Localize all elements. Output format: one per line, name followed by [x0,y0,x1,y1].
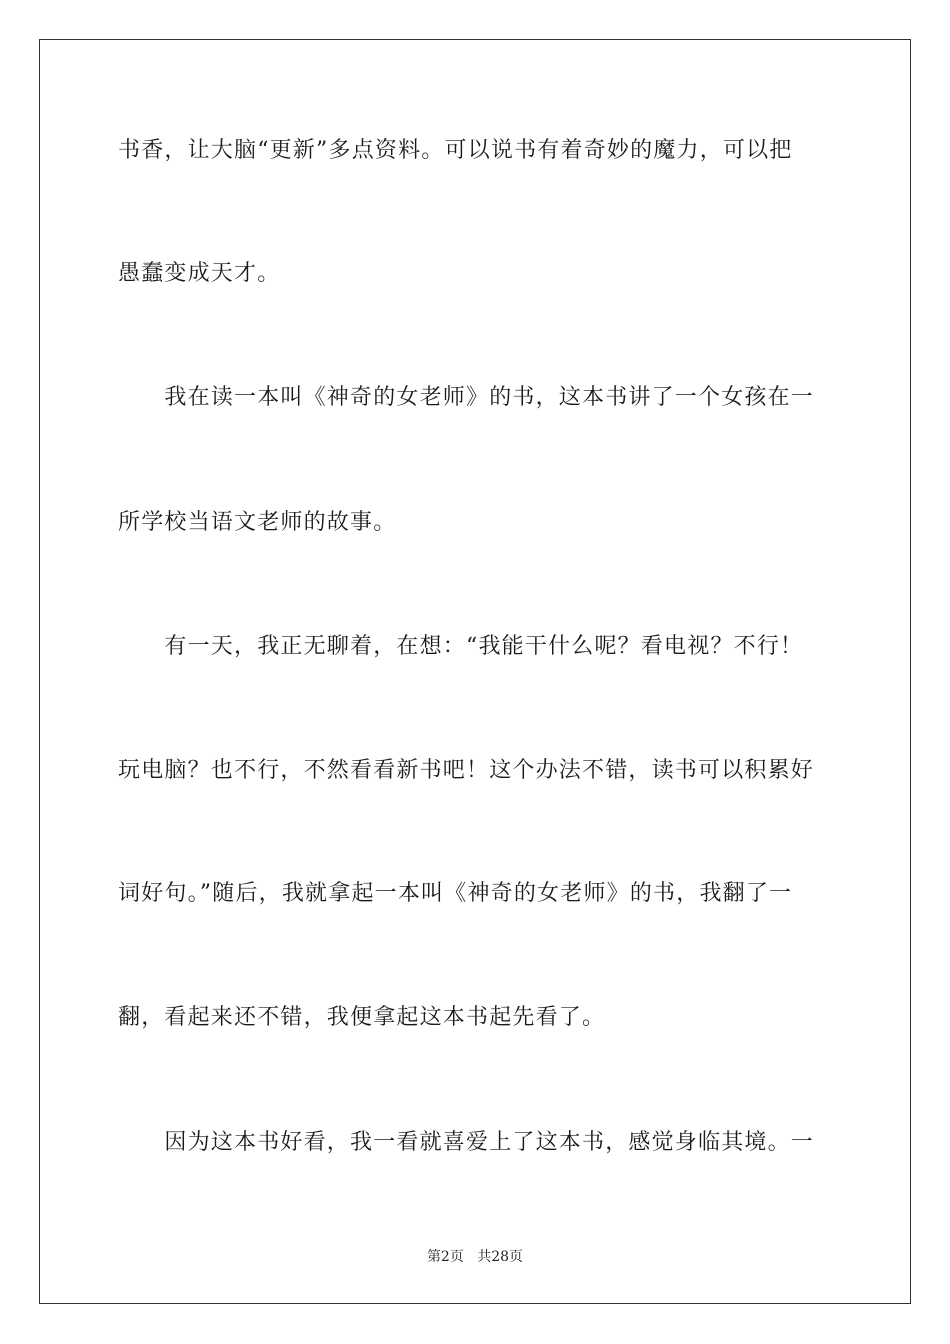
text-line: 词好句。”随后，我就拿起一本叫《神奇的女老师》的书，我翻了一 [118,881,793,906]
text-line: 因为这本书好看，我一看就喜爱上了这本书，感觉身临其境。一 [118,1130,815,1155]
text-line: 书香，让大脑“更新”多点资料。可以说书有着奇妙的魔力，可以把 [118,138,793,163]
page-footer [0,1247,950,1267]
text-line: 所学校当语文老师的故事。 [118,510,397,535]
text-line: 翻，看起来还不错，我便拿起这本书起先看了。 [118,1005,606,1030]
text-line: 有一天，我正无聊着，在想：“我能干什么呢？看电视？不行！ [118,634,804,659]
text-line: 愚蠢变成天才。 [118,261,281,286]
current-page-number: 第2页 [426,1249,464,1265]
total-page-count: 共28页 [477,1249,524,1265]
page-border [39,39,911,1304]
text-line: 我在读一本叫《神奇的女老师》的书，这本书讲了一个女孩在一 [118,385,815,410]
text-line: 玩电脑？也不行，不然看看新书吧！这个办法不错，读书可以积累好 [118,758,815,783]
